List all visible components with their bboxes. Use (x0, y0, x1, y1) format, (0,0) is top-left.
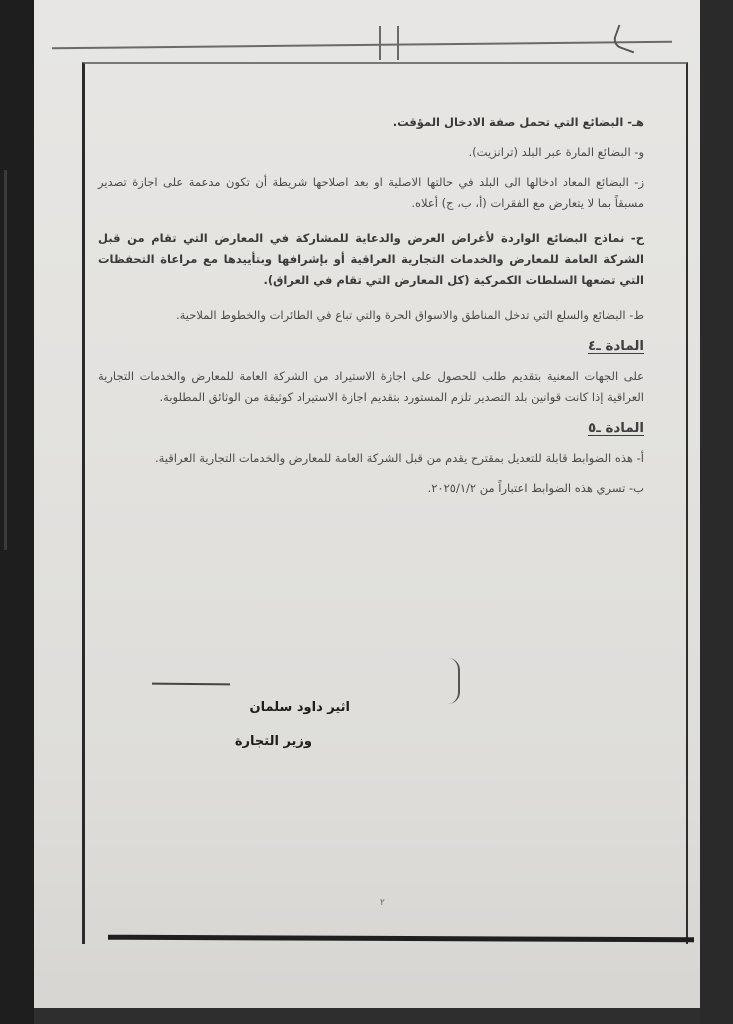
article-5-item-b: ب- تسري هذه الضوابط اعتباراً من ٢٠٢٥/١/٢. (427, 481, 644, 495)
paragraph-ha: ح- نماذج البضائع الواردة لأغراض العرض والدعاية للمشاركة في المعارض التي تقام من قبل الشركة العامة للمعارض والخدمات التجارية العراقية أو بإشرافها وبتأييدها مع مراعاة التحفظات التي تضعها السلطات الكمركية (كل المعارض التي تقام في العراق). (98, 231, 644, 287)
article-5-item-a: أ- هذه الضوابط قابلة للتعديل بمقترح يقدم من قبل الشركة العامة للمعارض والخدمات التجارية العراقية. (155, 451, 644, 465)
signatory-name: اثير داود سلمان (249, 700, 350, 715)
article-4-text: على الجهات المعنية بتقديم طلب للحصول على اجازة الاستيراد من الشركة العامة للمعارض والخدمات التجارية العراقية إذا كانت قوانين بلد التصدير تلزم المستورد بتقديم اجازة الاستيراد كوثيقة من الوثائق المطلوبة. (98, 369, 644, 404)
handwritten-signature (448, 658, 460, 704)
signatory-title: وزير التجارة (234, 734, 312, 749)
top-binding-mark (379, 26, 399, 60)
photo-bottom-edge (34, 1008, 700, 1024)
article-4 (98, 336, 644, 408)
top-rule (52, 41, 672, 49)
article-4-heading: المادة ـ٤ (587, 339, 644, 354)
photo-frame-left (0, 0, 34, 1024)
page-number: ٢ (380, 898, 385, 908)
paragraph-zay: ز- البضائع المعاد ادخالها الى البلد في حالتها الاصلية او بعد اصلاحها شريطة أن تكون مدعمة على اجازة تصدير مسبقاً بما لا يتعارض مع الفقرات (أ، ب، ج) أعلاه. (98, 175, 644, 210)
paragraph-ta: ط- البضائع والسلع التي تدخل المناطق والاسواق الحرة والتي تباع في الطائرات والخطوط الملاحية. (175, 308, 644, 322)
photo-frame-right (700, 0, 733, 1024)
paragraph-he: هـ- البضائع التي تحمل صفة الادخال المؤقت. (392, 115, 644, 129)
document-body (98, 112, 644, 499)
article-5 (98, 418, 644, 499)
paragraph-waw: و- البضائع المارة عبر البلد (ترانزيت). (468, 145, 644, 159)
corner-scrawl (611, 25, 641, 54)
article-5-heading: المادة ـ٥ (587, 421, 644, 436)
frame-edge (4, 170, 7, 550)
